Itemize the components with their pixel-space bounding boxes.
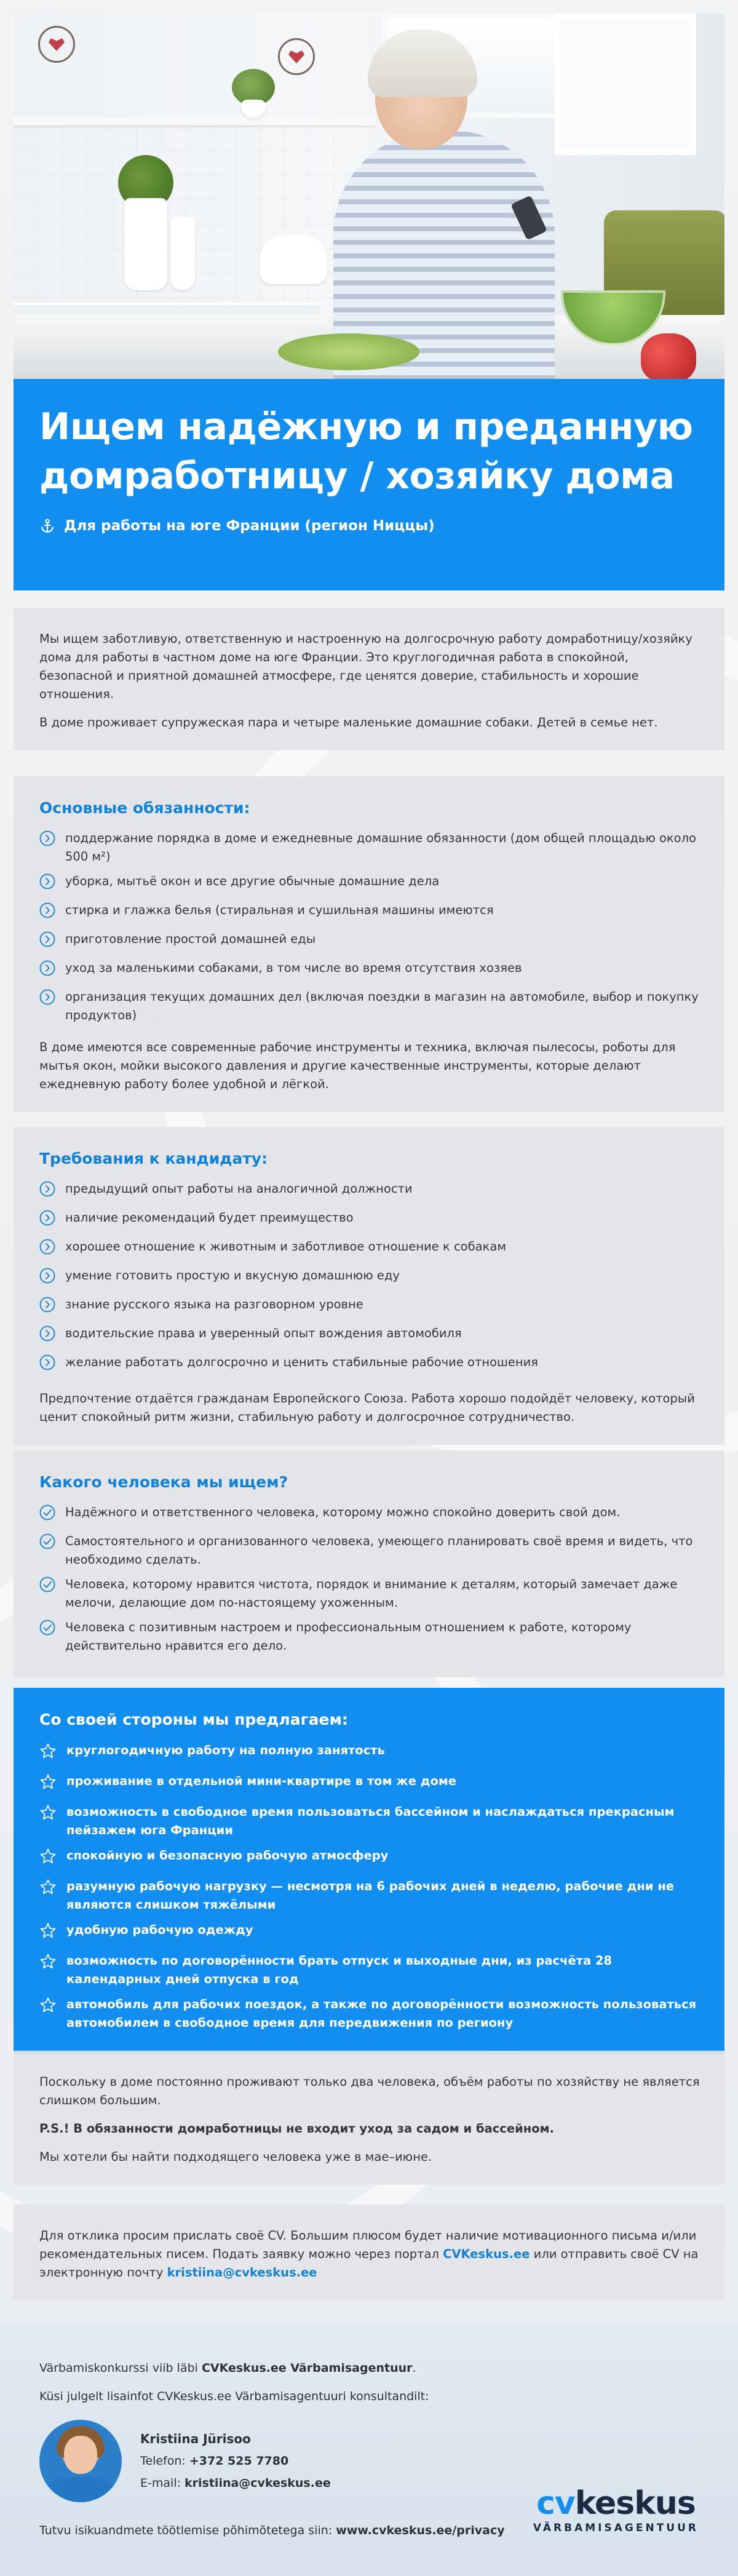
- list-item: [39, 827, 700, 870]
- logo-subtitle: VÄRBAMISAGENTUUR: [533, 2522, 699, 2534]
- list-item: [39, 1874, 700, 1918]
- list-item-text: организация текущих домашних дел (включая поездки в магазин на автомобиле, выбор и покупку продуктов): [65, 990, 699, 1022]
- apply-paragraph: [39, 2227, 700, 2282]
- list-item: [39, 1235, 700, 1264]
- email-link[interactable]: kristiina@cvkeskus.ee: [167, 2265, 317, 2280]
- list-item-text: водительские права и уверенный опыт вождения автомобиля: [65, 1326, 462, 1340]
- list-item-text: автомобиль для рабочих поездок, а также по договорённости возможность пользоваться автомобилем в свободное время для передвижения по региону: [66, 1997, 697, 2030]
- list-item-text: предыдущий опыт работы на аналогичной должности: [65, 1182, 413, 1196]
- privacy-link[interactable]: www.cvkeskus.ee/privacy: [336, 2524, 505, 2537]
- list-item-text: круглогодичную работу на полную занятость: [66, 1743, 385, 1757]
- list-item: [39, 1918, 700, 1949]
- chevron-right-circle-icon: [39, 1297, 55, 1318]
- star-outline-icon: [39, 1804, 57, 1827]
- list-item: [39, 1206, 700, 1235]
- phone-row: [140, 2452, 331, 2470]
- offer-card: [14, 1688, 724, 2054]
- anchor-icon: [39, 518, 55, 534]
- list-item-text: Самостоятельного и организованного человека, умеющего планировать своё время и видеть, что необходимо сделать.: [65, 1534, 693, 1567]
- list-item: [39, 1293, 700, 1322]
- check-circle-icon: [39, 1576, 55, 1598]
- list-item: [39, 1769, 700, 1800]
- list-item-text: уход за маленькими собаками, в том числе во время отсутствия хозяев: [65, 961, 522, 975]
- privacy-text: Tutvu isikuandmete töötlemise põhimõtetega siin:: [39, 2524, 336, 2537]
- footer-text: Värbamiskonkurssi viib läbi: [39, 2361, 202, 2375]
- check-circle-icon: [39, 1505, 55, 1526]
- list-item: [39, 1843, 700, 1874]
- star-outline-icon: [39, 1773, 57, 1796]
- agency-name: CVKeskus.ee Värbamisagentuur: [201, 2361, 413, 2375]
- footer-text: .: [412, 2361, 416, 2375]
- list-item: [39, 1992, 700, 2036]
- list-item-text: желание работать долгосрочно и ценить стабильные рабочие отношения: [65, 1355, 538, 1369]
- section-title: Какого человека мы ищем?: [39, 1473, 288, 1491]
- list-item-text: хорошее отношение к животным и заботливое отношение к собакам: [65, 1239, 507, 1254]
- chevron-right-circle-icon: [39, 1326, 55, 1347]
- duties-list: [39, 827, 700, 1028]
- phone-label: Telefon:: [140, 2454, 189, 2468]
- chevron-right-circle-icon: [39, 902, 55, 924]
- list-item: [39, 1264, 700, 1293]
- list-item: [39, 1322, 700, 1351]
- contact-info: [140, 2430, 331, 2492]
- phone-number[interactable]: +372 525 7780: [189, 2454, 289, 2468]
- list-item: [39, 1738, 700, 1769]
- star-outline-icon: [39, 1878, 57, 1901]
- check-circle-icon: [39, 1620, 55, 1641]
- list-item: [39, 1351, 700, 1380]
- list-item: [39, 1573, 700, 1616]
- hero-photo: [14, 14, 724, 379]
- list-item-text: Человека, которому нравится чистота, порядок и внимание к деталям, который замечает даже мелочи, делающие дом по-настоящему ухоженным.: [65, 1577, 678, 1610]
- consultant-email[interactable]: kristiina@cvkeskus.ee: [184, 2476, 331, 2490]
- list-item: [39, 1177, 700, 1206]
- list-item: [39, 1800, 700, 1843]
- notes-card: [14, 2051, 724, 2185]
- location-line: [39, 518, 700, 534]
- person-list: [39, 1501, 700, 1659]
- list-item-text: поддержание порядка в доме и ежедневные домашние обязанности (дом общей площадью около 500 м²): [65, 831, 696, 864]
- list-item-text: знание русского языка на разговорном уровне: [65, 1297, 363, 1311]
- list-item: [39, 928, 700, 956]
- notes-ps: P.S.! В обязанности домработницы не входит уход за садом и бассейном.: [39, 2121, 554, 2136]
- email-label: E-mail:: [140, 2476, 185, 2490]
- email-row: [140, 2474, 331, 2492]
- offer-list: [39, 1738, 700, 2036]
- duties-card: [14, 776, 724, 1112]
- location-text: Для работы на юге Франции (регион Ниццы): [64, 518, 435, 534]
- chevron-right-circle-icon: [39, 1268, 55, 1289]
- apply-text: или отправить своё CV на электронную почту: [39, 2247, 699, 2280]
- list-item: [39, 899, 700, 928]
- intro-paragraph: В доме проживает супружеская пара и четыре маленькие домашние собаки. Детей в семье нет.: [39, 715, 658, 729]
- list-item-text: приготовление простой домашней еды: [65, 932, 316, 946]
- list-item: [39, 956, 700, 985]
- star-outline-icon: [39, 1743, 57, 1765]
- chevron-right-circle-icon: [39, 830, 55, 852]
- list-item-text: умение готовить простую и вкусную домашнюю еду: [65, 1268, 400, 1282]
- chevron-right-circle-icon: [39, 1354, 55, 1376]
- list-item-text: стирка и глажка белья (стиральная и сушильная машины имеются: [65, 903, 494, 917]
- section-title: Требования к кандидату:: [39, 1150, 268, 1167]
- footer: [0, 2324, 738, 2576]
- footer-agency-line: [39, 2359, 699, 2377]
- list-item: [39, 870, 700, 899]
- star-outline-icon: [39, 1997, 57, 2019]
- list-item-text: Надёжного и ответственного человека, которому можно спокойно доверить свой дом.: [65, 1505, 621, 1519]
- requirements-list: [39, 1177, 700, 1380]
- person-card: [14, 1450, 724, 1677]
- avatar: [39, 2420, 122, 2502]
- list-item: [39, 1530, 700, 1573]
- chevron-right-circle-icon: [39, 1239, 55, 1260]
- list-item-text: разумную рабочую нагрузку — несмотря на 6 рабочих дней в неделю, рабочие дни не являются слишком тяжёлыми: [66, 1879, 675, 1912]
- star-outline-icon: [39, 1848, 57, 1870]
- heart-decoration-icon: [278, 38, 315, 75]
- apply-text: Для отклика просим прислать своё CV. Большим плюсом будет наличие мотивационного письма и/или рекомендательных писем. Подать заявку можно через портал: [39, 2228, 697, 2261]
- requirements-note: Предпочтение отдаётся гражданам Европейского Союза. Работа хорошо подойдёт человеку, который ценит спокойный ритм жизни, стабильную работу и долгосрочное сотрудничество.: [39, 1391, 695, 1424]
- list-item-text: удобную рабочую одежду: [66, 1923, 253, 1937]
- title-block: [14, 379, 724, 590]
- star-outline-icon: [39, 1953, 57, 1976]
- list-item-text: возможность по договорённости брать отпуск и выходные дни, из расчёта 28 календарных дней отпуска в год: [66, 1954, 613, 1986]
- check-circle-icon: [39, 1533, 55, 1555]
- section-title: Основные обязанности:: [39, 799, 250, 817]
- notes-paragraph: Мы хотели бы найти подходящего человека уже в мае–июне.: [39, 2150, 432, 2164]
- chevron-right-circle-icon: [39, 1181, 55, 1203]
- star-outline-icon: [39, 1922, 57, 1945]
- logo-cv: cv: [536, 2485, 575, 2522]
- portal-link[interactable]: CVKeskus.ee: [443, 2247, 530, 2261]
- list-item-text: проживание в отдельной мини-квартире в том же доме: [66, 1774, 457, 1788]
- chevron-right-circle-icon: [39, 989, 55, 1011]
- list-item-text: Человека с позитивным настроем и профессиональным отношением к работе, которому действительно нравится его дело.: [65, 1620, 632, 1653]
- notes-paragraph: Поскольку в доме постоянно проживают только два человека, объём работы по хозяйству не является слишком большим.: [39, 2075, 700, 2107]
- list-item-text: наличие рекомендаций будет преимущество: [65, 1210, 354, 1225]
- logo-word: keskus: [574, 2485, 696, 2522]
- list-item: [39, 1501, 700, 1530]
- list-item: [39, 1616, 700, 1659]
- list-item: [39, 1949, 700, 1992]
- chevron-right-circle-icon: [39, 960, 55, 982]
- list-item-text: возможность в свободное время пользоваться бассейном и наслаждаться прекрасным пейзажем юга Франции: [66, 1805, 675, 1837]
- apply-card: [14, 2204, 724, 2300]
- footer-consultant-line: Küsi julgelt lisainfot CVKeskus.ee Värbamisagentuuri konsultandilt:: [39, 2390, 429, 2403]
- heart-decoration-icon: [38, 26, 75, 63]
- consultant-name: Kristiina Jürisoo: [140, 2431, 251, 2446]
- section-title: Со своей стороны мы предлагаем:: [39, 1711, 348, 1728]
- list-item: [39, 985, 700, 1028]
- list-item-text: уборка, мытьё окон и все другие обычные домашние дела: [65, 874, 440, 888]
- page-title: Ищем надёжную и преданную домработницу / хозяйку дома: [39, 405, 693, 498]
- chevron-right-circle-icon: [39, 931, 55, 953]
- chevron-right-circle-icon: [39, 873, 55, 895]
- duties-note: В доме имеются все современные рабочие инструменты и техника, включая пылесосы, роботы для мытья окон, мойки высокого давления и другие качественные инструменты, которые делают ежедневную работу более удобной и лёгкой.: [39, 1040, 676, 1091]
- cvkeskus-logo: [533, 2486, 699, 2534]
- intro-paragraph: Мы ищем заботливую, ответственную и настроенную на долгосрочную работу домработницу/хозяйку дома для работы в частном доме на юге Франции. Это круглогодичная работа в спокойной, безопасной и приятной домашней атмосфере, где ценятся доверие, стабильность и хорошие отношения.: [39, 632, 692, 701]
- chevron-right-circle-icon: [39, 1210, 55, 1231]
- list-item-text: спокойную и безопасную рабочую атмосферу: [66, 1848, 389, 1862]
- intro-card: [14, 608, 724, 750]
- requirements-card: [14, 1127, 724, 1445]
